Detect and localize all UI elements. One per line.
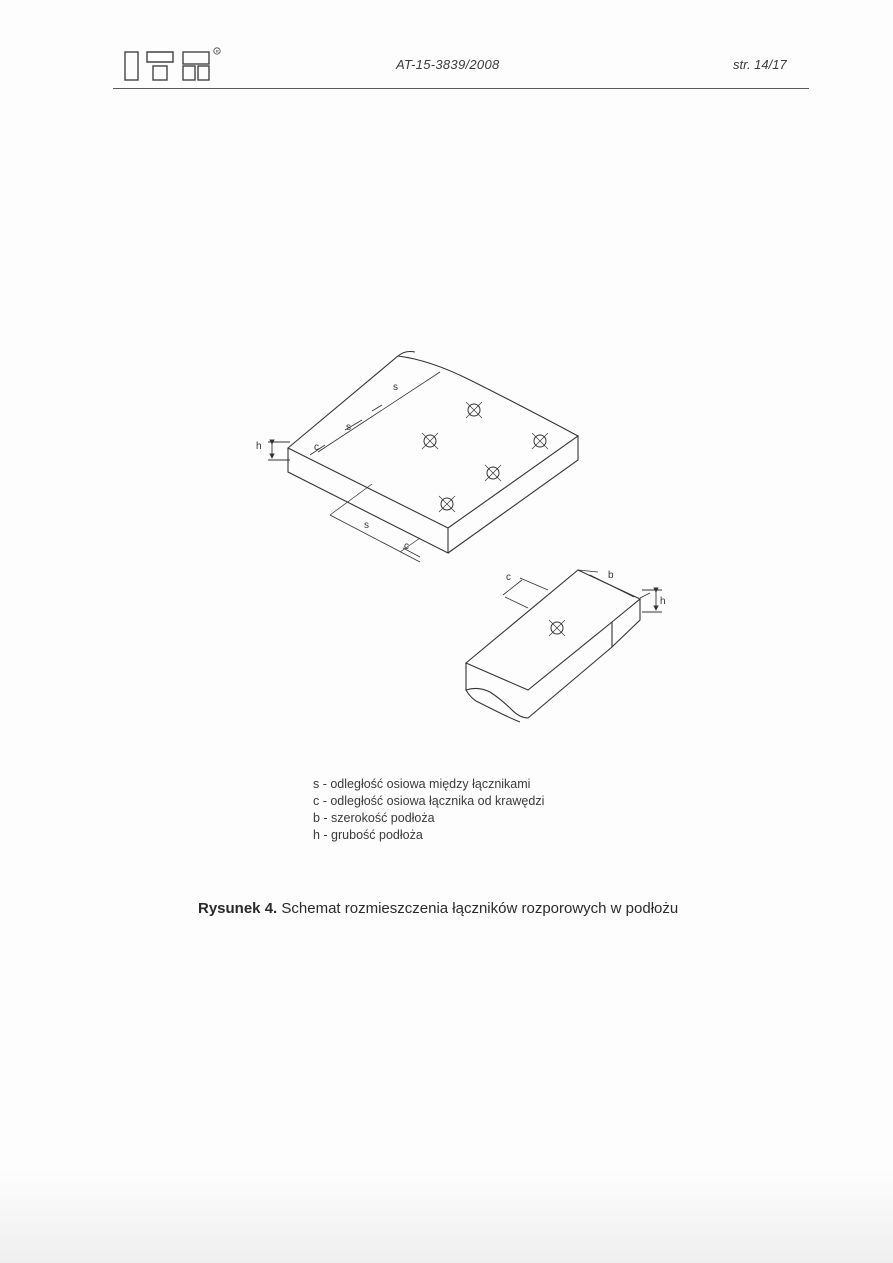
fastener-4 <box>485 465 501 481</box>
fastener-3 <box>532 433 548 449</box>
legend-item-c: c - odległość osiowa łącznika od krawędzi <box>313 794 545 808</box>
label-s-bottom: s <box>364 520 369 531</box>
fastener-6 <box>549 620 565 636</box>
label-h-slab: h <box>256 441 262 452</box>
label-c-left: c <box>314 442 319 453</box>
label-b-beam: b <box>608 570 614 581</box>
label-s-top: s <box>393 382 398 393</box>
document-id: AT-15-3839/2008 <box>396 57 500 72</box>
page-number: str. 14/17 <box>733 57 787 72</box>
scan-shadow <box>0 1170 893 1263</box>
label-h-beam: h <box>660 596 666 607</box>
fastener-marks-beam <box>549 620 565 636</box>
fastener-5 <box>439 496 455 512</box>
legend-item-s: s - odległość osiowa między łącznikami <box>313 777 531 791</box>
beam-drawing <box>466 570 650 722</box>
svg-text:R: R <box>215 48 219 54</box>
legend-item-h: h - grubość podłoża <box>313 828 423 842</box>
figure-legend <box>313 776 544 844</box>
legend-item-b: b - szerokość podłoża <box>313 811 435 825</box>
h-dimension-slab <box>268 442 290 460</box>
caption-text: Schemat rozmieszczenia łączników rozporowych w podłożu <box>281 900 679 917</box>
slab-drawing <box>288 352 578 563</box>
caption-label: Rysunek 4. <box>198 900 278 917</box>
label-c-beam: c <box>506 572 511 583</box>
label-c-bottom: c <box>404 541 409 552</box>
fastener-2 <box>422 433 438 449</box>
fastener-1 <box>466 402 482 418</box>
h-dimension-beam <box>642 590 662 612</box>
figure-caption <box>198 900 678 917</box>
label-s-mid: s <box>346 422 351 433</box>
